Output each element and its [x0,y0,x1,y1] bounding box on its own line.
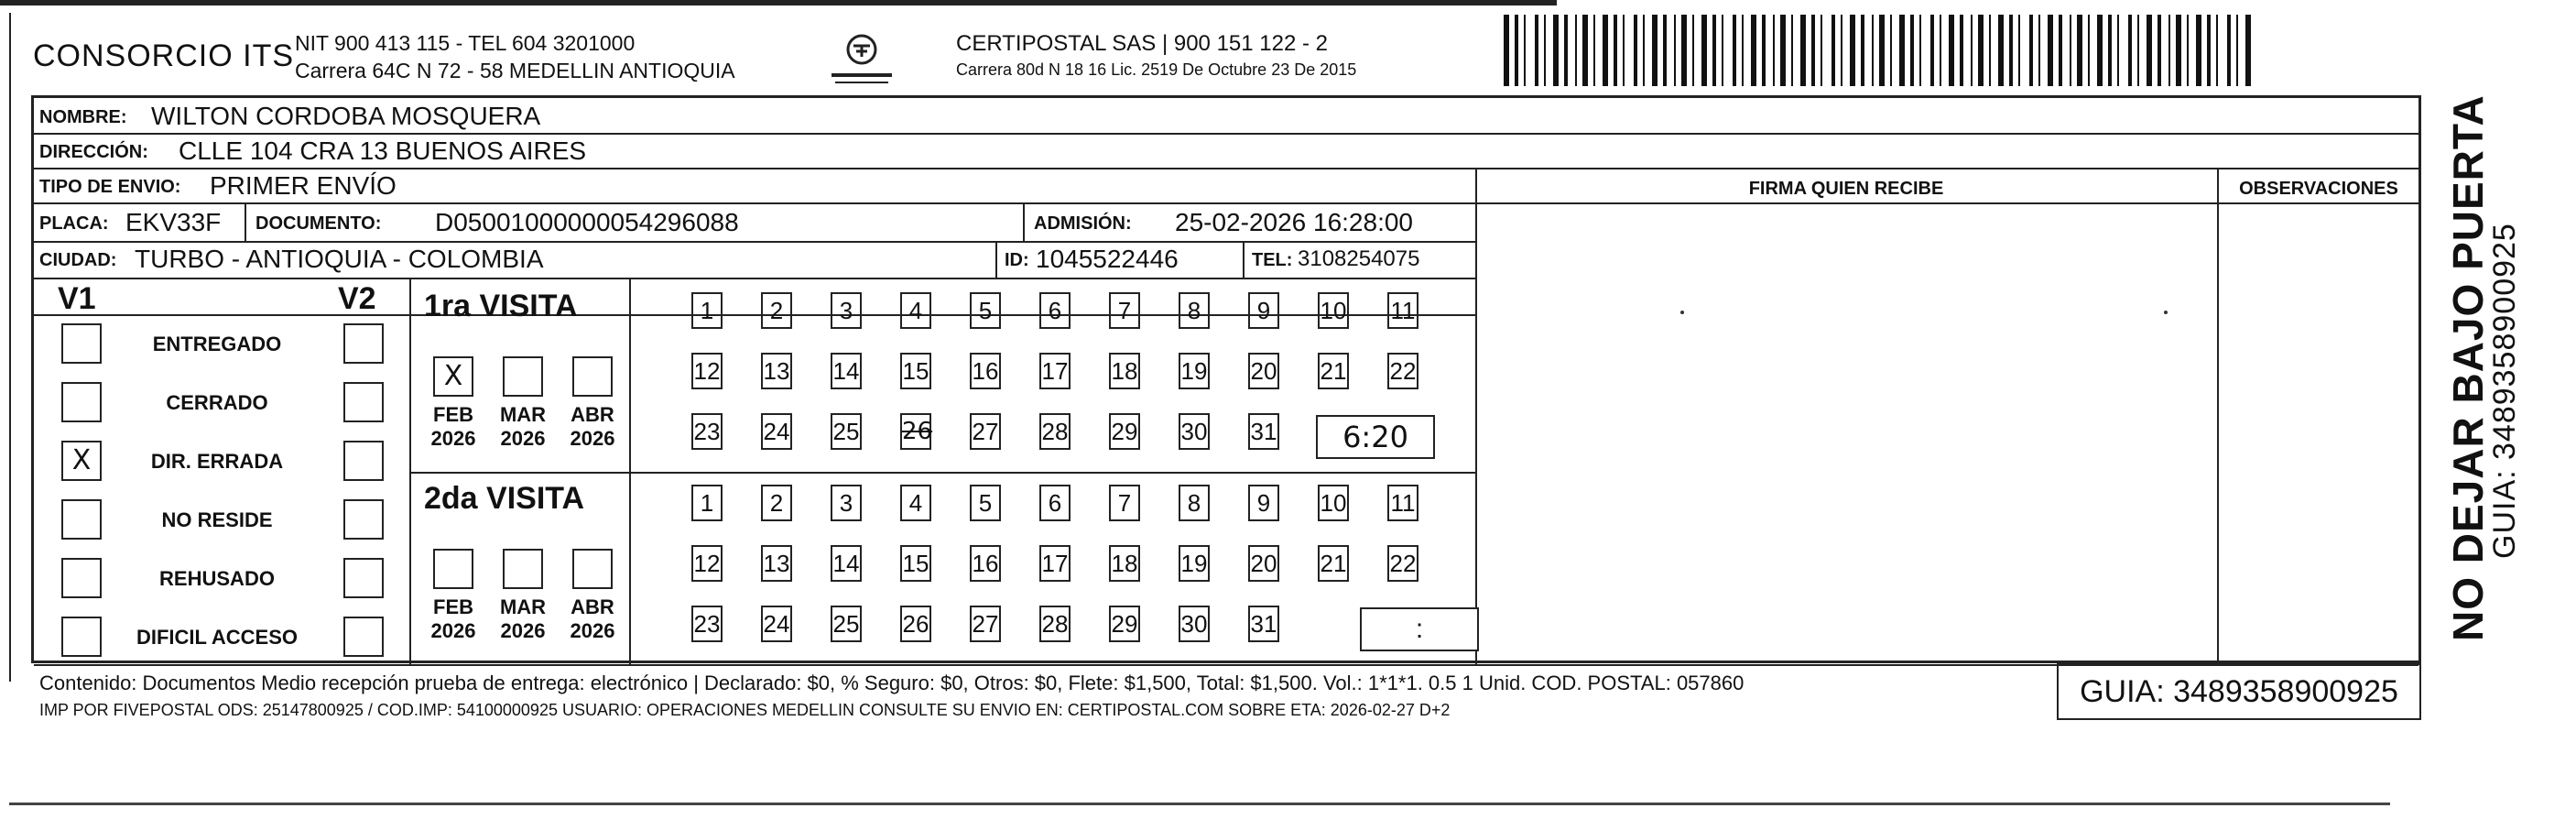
nombre-value: WILTON CORDOBA MOSQUERA [151,102,541,130]
barcode-bar [2077,15,2082,86]
second-visit-day-7[interactable]: 7 [1109,485,1140,521]
first-visit-day-19[interactable]: 19 [1179,353,1210,389]
barcode-bar [1564,15,1568,86]
barcode-bar [2070,15,2071,86]
signature-mark [1680,311,1684,314]
first-visit-month-checkbox-abr[interactable] [572,356,613,397]
barcode-bar [2245,15,2251,86]
second-visit-day-27[interactable]: 27 [970,606,1001,642]
barcode-bar [1553,15,1559,86]
barcode-bar [1692,15,1694,86]
barcode-bar [1535,15,1538,86]
cell-divider [995,241,997,278]
barcode-bar [2168,15,2170,86]
first-visit-month-checkbox-mar[interactable] [503,356,543,397]
barcode-bar [2048,15,2053,86]
barcode-bar [2029,15,2033,86]
cell-divider [245,202,246,241]
second-visit-day-12[interactable]: 12 [691,545,723,582]
barcode-bar [2018,15,2020,86]
first-visit-day-15[interactable]: 15 [900,353,931,389]
barcode-bar [2038,15,2040,86]
first-visit-day-2[interactable]: 2 [761,292,792,329]
barcode-bar [1582,15,1588,86]
second-visit-day-11[interactable]: 11 [1387,485,1418,521]
first-visit-day-16[interactable]: 16 [970,353,1001,389]
second-visit-day-29[interactable]: 29 [1109,606,1140,642]
barcode-bar [1674,15,1676,86]
barcode-bar [2216,15,2218,86]
first-visit-month-label: ABR [571,403,614,426]
first-visit-day-21[interactable]: 21 [1318,353,1349,389]
v1-checkbox-cerrado[interactable] [61,382,102,422]
barcode-bar [1515,15,1518,86]
nombre-label: NOMBRE: [39,107,127,127]
contenido-text: Contenido: Documentos Medio recepción prueba de entrega: electrónico | Declarado: $0, % Seguro: $0, Otros: $0, Flete: $1,500, Total: $1,500. Vol.: 1*1*1. 0.5 1 Unid. COD. POSTAL: 057860 [39,672,1745,694]
first-visit-day-6[interactable]: 6 [1039,292,1071,329]
first-visit-day-20[interactable]: 20 [1248,353,1279,389]
barcode-bar [2187,15,2189,86]
first-visit-day-10[interactable]: 10 [1318,292,1349,329]
status-label-cerrado: CERRADO [166,391,268,414]
barcode-bar [1722,15,1723,86]
barcode-bar [2158,15,2161,86]
barcode-bar [1544,15,1546,86]
second-visit-day-30[interactable]: 30 [1179,606,1210,642]
second-visit-day-5[interactable]: 5 [970,485,1001,521]
barcode-bar [1742,15,1744,86]
second-visit-day-28[interactable]: 28 [1039,606,1071,642]
barcode-bar [2227,15,2231,86]
barcode-bar [1960,15,1963,86]
barcode-bar [1971,15,1973,86]
company-nit: NIT 900 413 115 - TEL 604 3201000 [295,31,636,55]
placa-label: PLACA: [39,213,109,234]
second-visit-month-label: ABR [571,595,614,618]
firma-heading: FIRMA QUIEN RECIBE [1748,179,1944,199]
v2-heading: V2 [338,281,376,316]
barcode-bar [1780,15,1786,86]
barcode-bar [1811,15,1815,86]
second-visit-day-31[interactable]: 31 [1248,606,1279,642]
tel-value: 3108254075 [1298,246,1420,271]
ciudad-label: CIUDAD: [39,250,117,270]
first-visit-day-9[interactable]: 9 [1248,292,1279,329]
barcode-bar [1821,15,1822,86]
barcode-bar [1773,15,1775,86]
barcode-bar [1930,15,1934,86]
id-value: 1045522446 [1036,245,1179,273]
column-divider [2217,168,2219,664]
bottom-tear-line [9,803,2390,805]
barcode-bar [1751,15,1756,86]
v2-checkbox-dir-errada[interactable] [343,441,384,481]
status-label-entregado: ENTREGADO [152,333,282,355]
second-visit-day-20[interactable]: 20 [1248,545,1279,582]
first-visit-time: 6:20 [1316,415,1435,459]
second-visit-day-22[interactable]: 22 [1387,545,1418,582]
barcode-bar [2147,15,2152,86]
barcode-bar [1575,15,1577,86]
status-label-rehusado: REHUSADO [159,567,275,590]
barcode-bar [1681,15,1687,86]
second-visit-day-15[interactable]: 15 [900,545,931,582]
barcode-bar [2117,15,2119,86]
first-visit-day-18[interactable]: 18 [1109,353,1140,389]
second-visit-day-8[interactable]: 8 [1179,485,1210,521]
barcode-bar [1663,15,1667,86]
first-visit-month-label: FEB [433,403,473,426]
admision-label: ADMISIÓN: [1034,213,1132,234]
cell-divider [409,278,411,664]
first-visit-day-4[interactable]: 4 [900,292,931,329]
second-visit-day-14[interactable]: 14 [831,545,862,582]
second-visit-time: : [1360,607,1479,651]
first-visit-day-17[interactable]: 17 [1039,353,1071,389]
v1-checkbox-dificil-acceso[interactable] [61,617,102,657]
certipostal-logo [821,29,903,93]
barcode-bar [1872,15,1874,86]
second-visit-day-19[interactable]: 19 [1179,545,1210,582]
v2-checkbox-no-reside[interactable] [343,499,384,540]
first-visit-day-28[interactable]: 28 [1039,413,1071,450]
barcode-bar [1910,15,1914,86]
placa-value: EKV33F [125,208,222,236]
barcode-bar [2137,15,2139,86]
side-guia: GUIA: 3489358900925 [2487,223,2522,559]
barcode-bar [1899,15,1905,86]
barcode-bar [1733,15,1736,86]
row-divider [34,168,2418,169]
barcode-bar [1949,15,1954,86]
barcode-bar [1841,15,1842,86]
signature-mark [2164,311,2168,314]
guia-box: GUIA: 3489358900925 [2057,663,2421,720]
v2-checkbox-rehusado[interactable] [343,558,384,598]
v1-heading: V1 [58,281,96,316]
barcode [1502,15,2253,86]
status-label-no-reside: NO RESIDE [161,508,273,531]
row-divider [34,278,1475,279]
direccion-value: CLLE 104 CRA 13 BUENOS AIRES [179,136,587,165]
admision-value: 25-02-2026 16:28:00 [1175,208,1413,236]
second-visit-day-13[interactable]: 13 [761,545,792,582]
company-address: Carrera 64C N 72 - 58 MEDELLIN ANTIOQUIA [295,59,735,82]
first-visit-day-26[interactable]: 26 [900,413,931,450]
second-visit-month-label: MAR [499,595,547,618]
barcode-bar [2196,15,2201,86]
cell-divider [1243,241,1245,278]
first-visit-day-11[interactable]: 11 [1387,292,1418,329]
second-visit-year-label: 2026 [500,619,546,642]
direccion-label: DIRECCIÓN: [39,142,148,162]
barcode-bar [1593,15,1595,86]
first-visit-day-12[interactable]: 12 [691,353,723,389]
tipo-envio-value: PRIMER ENVÍO [210,171,397,200]
barcode-bar [1701,15,1707,86]
barcode-bar [1890,15,1892,86]
first-visit-day-1[interactable]: 1 [691,292,723,329]
row-divider [34,202,2418,204]
second-visit-month-checkbox-feb[interactable] [433,549,473,589]
second-visit-day-6[interactable]: 6 [1039,485,1071,521]
cell-divider [629,278,631,664]
v1-checkbox-dir-errada[interactable]: X [61,441,102,481]
barcode-bar [2176,15,2181,86]
barcode-bar [2088,15,2090,86]
first-visit-day-24[interactable]: 24 [761,413,792,450]
tel-label: TEL: [1252,250,1293,270]
id-label: ID: [1005,250,1029,270]
second-visit-day-21[interactable]: 21 [1318,545,1349,582]
v1-checkbox-rehusado[interactable] [61,558,102,598]
barcode-bar [1791,15,1793,86]
barcode-bar [2108,15,2112,86]
cell-divider [1023,202,1025,241]
second-visit-day-17[interactable]: 17 [1039,545,1071,582]
second-visit-month-checkbox-mar[interactable] [503,549,543,589]
row-divider [34,241,1475,243]
second-visit-year-label: 2026 [570,619,615,642]
second-visit-day-24[interactable]: 24 [761,606,792,642]
second-visit-title: 2da VISITA [424,481,585,516]
barcode-bar [1861,15,1864,86]
barcode-bar [1919,15,1921,86]
top-border-line [0,0,1557,5]
barcode-bar [1614,15,1617,86]
first-visit-day-7[interactable]: 7 [1109,292,1140,329]
barcode-bar [1643,15,1645,86]
barcode-bar [1978,15,1984,86]
v1-checkbox-entregado[interactable] [61,323,102,364]
first-visit-year-label: 2026 [570,427,615,450]
barcode-bar [2059,15,2062,86]
first-visit-day-3[interactable]: 3 [831,292,862,329]
first-visit-day-23[interactable]: 23 [691,413,723,450]
ciudad-value: TURBO - ANTIOQUIA - COLOMBIA [135,245,544,273]
barcode-bar [1504,15,1509,86]
status-label-dir-errada: DIR. ERRADA [150,450,284,473]
row-divider [34,133,2418,135]
second-visit-day-3[interactable]: 3 [831,485,862,521]
barcode-bar [2236,15,2238,86]
barcode-bar [2009,15,2013,86]
second-visit-year-label: 2026 [430,619,476,642]
first-visit-year-label: 2026 [430,427,476,450]
second-visit-day-18[interactable]: 18 [1109,545,1140,582]
barcode-bar [1603,15,1608,86]
barcode-bar [1989,15,1991,86]
first-visit-day-22[interactable]: 22 [1387,353,1418,389]
barcode-bar [1524,15,1526,86]
barcode-bar [1879,15,1885,86]
first-visit-month-checkbox-feb[interactable]: X [433,356,473,397]
barcode-bar [2128,15,2132,86]
status-label-dificil-acceso: DIFICIL ACCESO [136,626,298,649]
no-dejar-warning: NO DEJAR BAJO PUERTA [2444,94,2492,641]
v1-checkbox-no-reside[interactable] [61,499,102,540]
first-visit-month-label: MAR [499,403,547,426]
tipo-envio-label: TIPO DE ENVIO: [39,177,181,197]
first-visit-day-31[interactable]: 31 [1248,413,1279,450]
barcode-bar [1850,15,1855,86]
v2-checkbox-cerrado[interactable] [343,382,384,422]
first-visit-title: 1ra VISITA [424,289,578,323]
second-visit-day-9[interactable]: 9 [1248,485,1279,521]
carrier-name: CERTIPOSTAL SAS | 900 151 122 - 2 [956,31,1328,56]
v2-checkbox-dificil-acceso[interactable] [343,617,384,657]
second-visit-month-checkbox-abr[interactable] [572,549,613,589]
first-visit-day-13[interactable]: 13 [761,353,792,389]
documento-value: D05001000000054296088 [435,208,739,236]
documento-label: DOCUMENTO: [255,213,382,234]
second-visit-day-23[interactable]: 23 [691,606,723,642]
barcode-bar [1940,15,1941,86]
barcode-bar [1712,15,1716,86]
barcode-bar [2097,15,2103,86]
second-visit-day-1[interactable]: 1 [691,485,723,521]
second-visit-day-4[interactable]: 4 [900,485,931,521]
first-visit-day-8[interactable]: 8 [1179,292,1210,329]
v2-checkbox-entregado[interactable] [343,323,384,364]
first-visit-day-29[interactable]: 29 [1109,413,1140,450]
barcode-bar [1800,15,1806,86]
second-visit-day-26[interactable]: 26 [900,606,931,642]
first-visit-year-label: 2026 [500,427,546,450]
imp-text: IMP POR FIVEPOSTAL ODS: 25147800925 / COD.IMP: 54100000925 USUARIO: OPERACIONES MEDELLIN CONSULTE SU ENVIO EN: CERTIPOSTAL.COM SOBRE ETA: 2026-02-27 D+2 [39,701,1451,719]
first-visit-day-27[interactable]: 27 [970,413,1001,450]
first-visit-day-5[interactable]: 5 [970,292,1001,329]
barcode-bar [1762,15,1766,86]
company-name: CONSORCIO ITS [33,38,295,73]
barcode-bar [1652,15,1658,86]
column-divider [1475,168,1477,664]
first-visit-day-25[interactable]: 25 [831,413,862,450]
second-visit-day-25[interactable]: 25 [831,606,862,642]
column-divider [2418,98,2420,202]
second-visit-day-10[interactable]: 10 [1318,485,1349,521]
visit-divider [409,472,1475,474]
carrier-address: Carrera 80d N 18 16 Lic. 2519 De Octubre 23 De 2015 [956,60,1357,79]
second-visit-month-label: FEB [433,595,473,618]
barcode-bar [1623,15,1625,86]
first-visit-day-30[interactable]: 30 [1179,413,1210,450]
barcode-bar [1998,15,2004,86]
barcode-bar [2207,15,2211,86]
barcode-bar [1831,15,1835,86]
second-visit-day-16[interactable]: 16 [970,545,1001,582]
barcode-bar [1634,15,1637,86]
observaciones-heading: OBSERVACIONES [2239,179,2398,199]
second-visit-day-2[interactable]: 2 [761,485,792,521]
first-visit-day-14[interactable]: 14 [831,353,862,389]
